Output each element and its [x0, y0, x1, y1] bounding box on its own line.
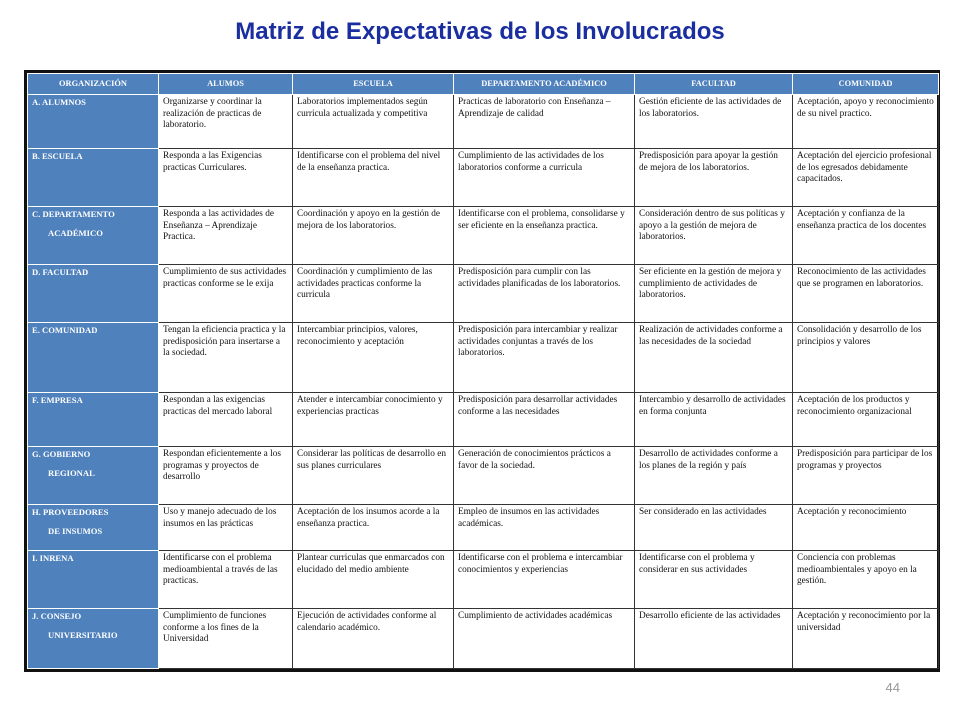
table-cell: Gestión eficiente de las actividades de los laboratorios.	[635, 95, 793, 149]
table-cell: Ser considerado en las actividades	[635, 505, 793, 551]
header-row	[28, 74, 939, 95]
table-row	[28, 149, 939, 207]
table-row	[28, 447, 939, 505]
row-header	[28, 447, 159, 505]
table-cell: Considerar las políticas de desarrollo en sus planes curriculares	[293, 447, 454, 505]
row-header	[28, 393, 159, 447]
table-cell: Aceptación y confianza de la enseñanza practica de los docentes	[793, 207, 939, 265]
table-cell: Coordinación y apoyo en la gestión de mejora de los laboratorios.	[293, 207, 454, 265]
table-cell: Aceptación, apoyo y reconocimiento de su nivel practico.	[793, 95, 939, 149]
table-cell: Consolidación y desarrollo de los principios y valores	[793, 323, 939, 393]
row-header	[28, 505, 159, 551]
table-cell: Intercambiar principios, valores, reconocimiento y aceptación	[293, 323, 454, 393]
table-cell: Predisposición para desarrollar actividades conforme a las necesidades	[454, 393, 635, 447]
table-cell: Cumplimiento de funciones conforme a los fines de la Universidad	[159, 609, 293, 669]
row-header-label: H. PROVEEDORES	[32, 507, 109, 517]
table-cell: Conciencia con problemas medioambientales y apoyo en la gestión.	[793, 551, 939, 609]
row-header-label: F. EMPRESA	[32, 395, 83, 405]
table-cell: Cumplimiento de actividades académicas	[454, 609, 635, 669]
table-cell: Generación de conocimientos prácticos a favor de la sociedad.	[454, 447, 635, 505]
row-header	[28, 149, 159, 207]
table-cell: Aceptación del ejercicio profesional de los egresados debidamente capacitados.	[793, 149, 939, 207]
row-header	[28, 323, 159, 393]
row-header-label: J. CONSEJO	[32, 611, 82, 621]
row-header	[28, 207, 159, 265]
table-cell: Identificarse con el problema y considerar en sus actividades	[635, 551, 793, 609]
table-cell: Practicas de laboratorio con Enseñanza – Aprendizaje de calidad	[454, 95, 635, 149]
table-cell: Identificarse con el problema, consolidarse y ser eficiente en la enseñanza practica.	[454, 207, 635, 265]
table-cell: Realización de actividades conforme a las necesidades de la sociedad	[635, 323, 793, 393]
table-cell: Laboratorios implementados según curricula actualizada y competitiva	[293, 95, 454, 149]
table-cell: Aceptación y reconocimiento	[793, 505, 939, 551]
row-header	[28, 609, 159, 669]
table-cell: Aceptación y reconocimiento por la universidad	[793, 609, 939, 669]
table-row	[28, 609, 939, 669]
table-cell: Identificarse con el problema e intercambiar conocimientos y experiencias	[454, 551, 635, 609]
row-header-label: REGIONAL	[48, 467, 95, 478]
row-header-label: D. FACULTAD	[32, 267, 89, 277]
page-number: 44	[885, 680, 900, 695]
row-header-label: I. INRENA	[32, 553, 74, 563]
column-header: ALUMOS	[159, 74, 293, 95]
column-header: FACULTAD	[635, 74, 793, 95]
column-header: ORGANIZACIÓN	[28, 74, 159, 95]
table-cell: Desarrollo de actividades conforme a los planes de la región y país	[635, 447, 793, 505]
page-title: Matriz de Expectativas de los Involucrados	[235, 18, 725, 45]
table-cell: Predisposición para apoyar la gestión de mejora de los laboratorios.	[635, 149, 793, 207]
table-cell: Reconocimiento de las actividades que se programen en laboratorios.	[793, 265, 939, 323]
row-header	[28, 265, 159, 323]
table-cell: Identificarse con el problema medioambiental a través de las practicas.	[159, 551, 293, 609]
table-cell: Ser eficiente en la gestión de mejora y cumplimiento de actividades de laboratorios.	[635, 265, 793, 323]
row-header-label: G. GOBIERNO	[32, 449, 91, 459]
table-cell: Atender e intercambiar conocimiento y experiencias practicas	[293, 393, 454, 447]
table-cell: Cumplimiento de las actividades de los laboratorios conforme a curricula	[454, 149, 635, 207]
table-cell: Respondan eficientemente a los programas y proyectos de desarrollo	[159, 447, 293, 505]
expectations-matrix	[24, 70, 940, 672]
table-row	[28, 393, 939, 447]
table-row	[28, 551, 939, 609]
table-cell: Empleo de insumos en las actividades académicas.	[454, 505, 635, 551]
row-header	[28, 551, 159, 609]
table-cell: Plantear curriculas que enmarcados con elucidado del medio ambiente	[293, 551, 454, 609]
table-cell: Respondan a las exigencias practicas del mercado laboral	[159, 393, 293, 447]
column-header: COMUNIDAD	[793, 74, 939, 95]
row-header-label: DE INSUMOS	[48, 525, 103, 536]
table-row	[28, 207, 939, 265]
table-cell: Aceptación de los insumos acorde a la enseñanza practica.	[293, 505, 454, 551]
table-cell: Tengan la eficiencia practica y la predisposición para insertarse a la sociedad.	[159, 323, 293, 393]
table-cell: Aceptación de los productos y reconocimiento organizacional	[793, 393, 939, 447]
table-cell: Coordinación y cumplimiento de las actividades practicas conforme la curricula	[293, 265, 454, 323]
table-cell: Organizarse y coordinar la realización de practicas de laboratorio.	[159, 95, 293, 149]
table-row	[28, 265, 939, 323]
column-header: DEPARTAMENTO ACADÉMICO	[454, 74, 635, 95]
table-cell: Responda a las actividades de Enseñanza – Aprendizaje Practica.	[159, 207, 293, 265]
table-cell: Uso y manejo adecuado de los insumos en las prácticas	[159, 505, 293, 551]
table-cell: Predisposición para participar de los programas y proyectos	[793, 447, 939, 505]
table-row	[28, 323, 939, 393]
matrix-table	[27, 73, 939, 669]
matrix-body	[28, 95, 939, 669]
row-header-label: ACADÉMICO	[48, 227, 103, 238]
row-header-label: B. ESCUELA	[32, 151, 83, 161]
table-cell: Cumplimiento de sus actividades practicas conforme se le exija	[159, 265, 293, 323]
table-cell: Ejecución de actividades conforme al calendario académico.	[293, 609, 454, 669]
row-header-label: A. ALUMNOS	[32, 97, 86, 107]
table-cell: Predisposición para intercambiar y realizar actividades conjuntas a través de los laboratorios.	[454, 323, 635, 393]
row-header-label: UNIVERSITARIO	[48, 629, 118, 640]
row-header	[28, 95, 159, 149]
table-row	[28, 95, 939, 149]
table-row	[28, 505, 939, 551]
table-cell: Desarrollo eficiente de las actividades	[635, 609, 793, 669]
table-cell: Consideración dentro de sus políticas y apoyo a la gestión de mejora de laboratorios.	[635, 207, 793, 265]
table-cell: Predisposición para cumplir con las actividades planificadas de los laboratorios.	[454, 265, 635, 323]
table-cell: Intercambio y desarrollo de actividades en forma conjunta	[635, 393, 793, 447]
table-cell: Identificarse con el problema del nivel de la enseñanza practica.	[293, 149, 454, 207]
table-cell: Responda a las Exigencias practicas Curriculares.	[159, 149, 293, 207]
row-header-label: C. DEPARTAMENTO	[32, 209, 115, 219]
column-header: ESCUELA	[293, 74, 454, 95]
row-header-label: E. COMUNIDAD	[32, 325, 98, 335]
